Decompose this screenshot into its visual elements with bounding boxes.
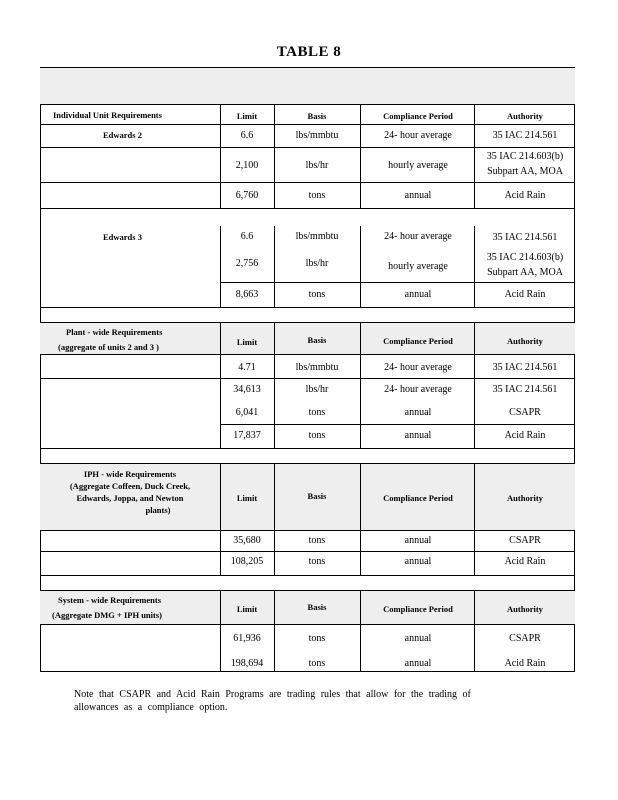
col-divider [274, 590, 275, 672]
cell-basis: tons [308, 658, 326, 669]
unit-name-edwards-3: Edwards 3 [103, 232, 142, 242]
plant-header-sublabel: (aggregate of units 2 and 3 ) [58, 342, 159, 352]
iph-header-line4: plants) [145, 505, 171, 515]
cell-basis: lbs/hr [305, 384, 329, 395]
col-divider [474, 105, 475, 208]
cell-limit: 35,680 [233, 535, 261, 546]
cell-period: annual [404, 289, 432, 300]
cell-limit: 2,756 [235, 258, 259, 269]
cell-authority: 35 IAC 214.603(b) [486, 252, 564, 263]
iph-header-line3: Edwards, Joppa, and Newton [76, 493, 184, 503]
header-authority: Authority [507, 604, 543, 614]
header-basis: Basis [307, 491, 327, 501]
cell-authority: CSAPR [509, 633, 541, 644]
row-divider [40, 307, 575, 308]
iph-header-line1: IPH - wide Requirements [83, 469, 177, 479]
col-divider [274, 322, 275, 448]
header-basis: Basis [307, 111, 327, 121]
cell-limit: 6,760 [235, 190, 259, 201]
header-basis: Basis [307, 335, 327, 345]
cell-period: annual [404, 633, 432, 644]
cell-period: hourly average [388, 160, 448, 171]
cell-period: annual [404, 407, 432, 418]
cell-basis: tons [308, 430, 326, 441]
header-limit: Limit [236, 493, 258, 503]
system-header-label: System - wide Requirements [58, 595, 162, 605]
cell-limit: 6.6 [240, 231, 254, 242]
col-divider [220, 322, 221, 448]
cell-period: annual [404, 190, 432, 201]
col-divider [474, 463, 475, 575]
cell-period: annual [404, 556, 432, 567]
header-limit: Limit [236, 111, 258, 121]
cell-limit: 6,041 [235, 407, 259, 418]
col-divider [360, 463, 361, 575]
cell-limit: 17,837 [233, 430, 261, 441]
cell-basis: lbs/hr [305, 258, 329, 269]
header-authority: Authority [507, 493, 543, 503]
col-divider [220, 226, 221, 307]
cell-period: 24- hour average [384, 384, 452, 395]
cell-basis: tons [308, 407, 326, 418]
cell-basis: tons [308, 556, 326, 567]
col-divider [220, 463, 221, 575]
row-divider [40, 208, 575, 209]
cell-limit: 2,100 [235, 160, 259, 171]
cell-authority: 35 IAC 214.561 [492, 130, 558, 141]
cell-period: annual [404, 430, 432, 441]
cell-authority: Acid Rain [504, 289, 546, 300]
header-basis: Basis [307, 602, 327, 612]
cell-limit: 34,613 [233, 384, 261, 395]
cell-authority-line2: Subpart AA, MOA [487, 267, 563, 278]
iph-header-line2: (Aggregate Coffeen, Duck Creek, [69, 481, 191, 491]
cell-period: 24- hour average [384, 130, 452, 141]
header-authority: Authority [507, 111, 543, 121]
cell-period: annual [404, 658, 432, 669]
cell-limit: 198,694 [230, 658, 264, 669]
unit-name-edwards-2: Edwards 2 [103, 130, 142, 140]
cell-authority: Acid Rain [504, 190, 546, 201]
col-divider [274, 463, 275, 575]
system-header-sublabel: (Aggregate DMG + IPH units) [52, 610, 162, 620]
col-divider [360, 226, 361, 307]
header-authority: Authority [507, 336, 543, 346]
row-divider [40, 448, 575, 449]
row-divider [40, 147, 575, 148]
table-title: TABLE 8 [276, 44, 342, 60]
cell-authority: 35 IAC 214.603(b) [486, 151, 564, 162]
footnote: Note that CSAPR and Acid Rain Programs are trading rules that allow for the trading of allowances as a compliance option. [74, 689, 471, 713]
col-divider [274, 105, 275, 208]
cell-basis: lbs/hr [305, 160, 329, 171]
cell-period: 24- hour average [384, 231, 452, 242]
cell-authority: Acid Rain [504, 430, 546, 441]
header-limit: Limit [236, 604, 258, 614]
header-limit: Limit [236, 337, 258, 347]
row-divider [40, 182, 575, 183]
row-divider [40, 124, 575, 125]
cell-limit: 61,936 [233, 633, 261, 644]
col-divider [474, 322, 475, 448]
cell-authority: 35 IAC 214.561 [492, 232, 558, 243]
col-divider [360, 322, 361, 448]
cell-limit: 8,663 [235, 289, 259, 300]
cell-authority: Acid Rain [504, 556, 546, 567]
col-divider [220, 590, 221, 672]
cell-authority: 35 IAC 214.561 [492, 362, 558, 373]
cell-authority: Acid Rain [504, 658, 546, 669]
cell-basis: lbs/mmbtu [295, 130, 339, 141]
header-compliance-period: Compliance Period [383, 493, 453, 503]
row-divider [40, 378, 575, 379]
row-divider [40, 551, 575, 552]
row-divider [40, 575, 575, 576]
cell-authority: 35 IAC 214.561 [492, 384, 558, 395]
cell-limit: 4.71 [238, 362, 256, 373]
plant-header-label: Plant - wide Requirements [66, 327, 163, 337]
top-header-band [40, 67, 575, 105]
col-divider [360, 105, 361, 208]
cell-basis: lbs/mmbtu [295, 231, 339, 242]
individual-header-label: Individual Unit Requirements [53, 110, 162, 120]
cell-basis: lbs/mmbtu [295, 362, 339, 373]
col-divider [274, 226, 275, 307]
col-divider [474, 590, 475, 672]
cell-limit: 6.6 [240, 130, 254, 141]
header-compliance-period: Compliance Period [383, 604, 453, 614]
header-compliance-period: Compliance Period [383, 336, 453, 346]
col-divider [360, 590, 361, 672]
cell-basis: tons [308, 190, 326, 201]
cell-period: 24- hour average [384, 362, 452, 373]
cell-basis: tons [308, 633, 326, 644]
iph-header-label [40, 468, 220, 516]
col-divider [474, 226, 475, 307]
col-divider [220, 105, 221, 208]
cell-period: annual [404, 535, 432, 546]
cell-period: hourly average [388, 261, 448, 272]
cell-basis: tons [308, 535, 326, 546]
header-compliance-period: Compliance Period [383, 111, 453, 121]
cell-authority: CSAPR [509, 407, 541, 418]
cell-authority-line2: Subpart AA, MOA [487, 166, 563, 177]
cell-authority: CSAPR [509, 535, 541, 546]
cell-limit: 108,205 [230, 556, 264, 567]
cell-basis: tons [308, 289, 326, 300]
